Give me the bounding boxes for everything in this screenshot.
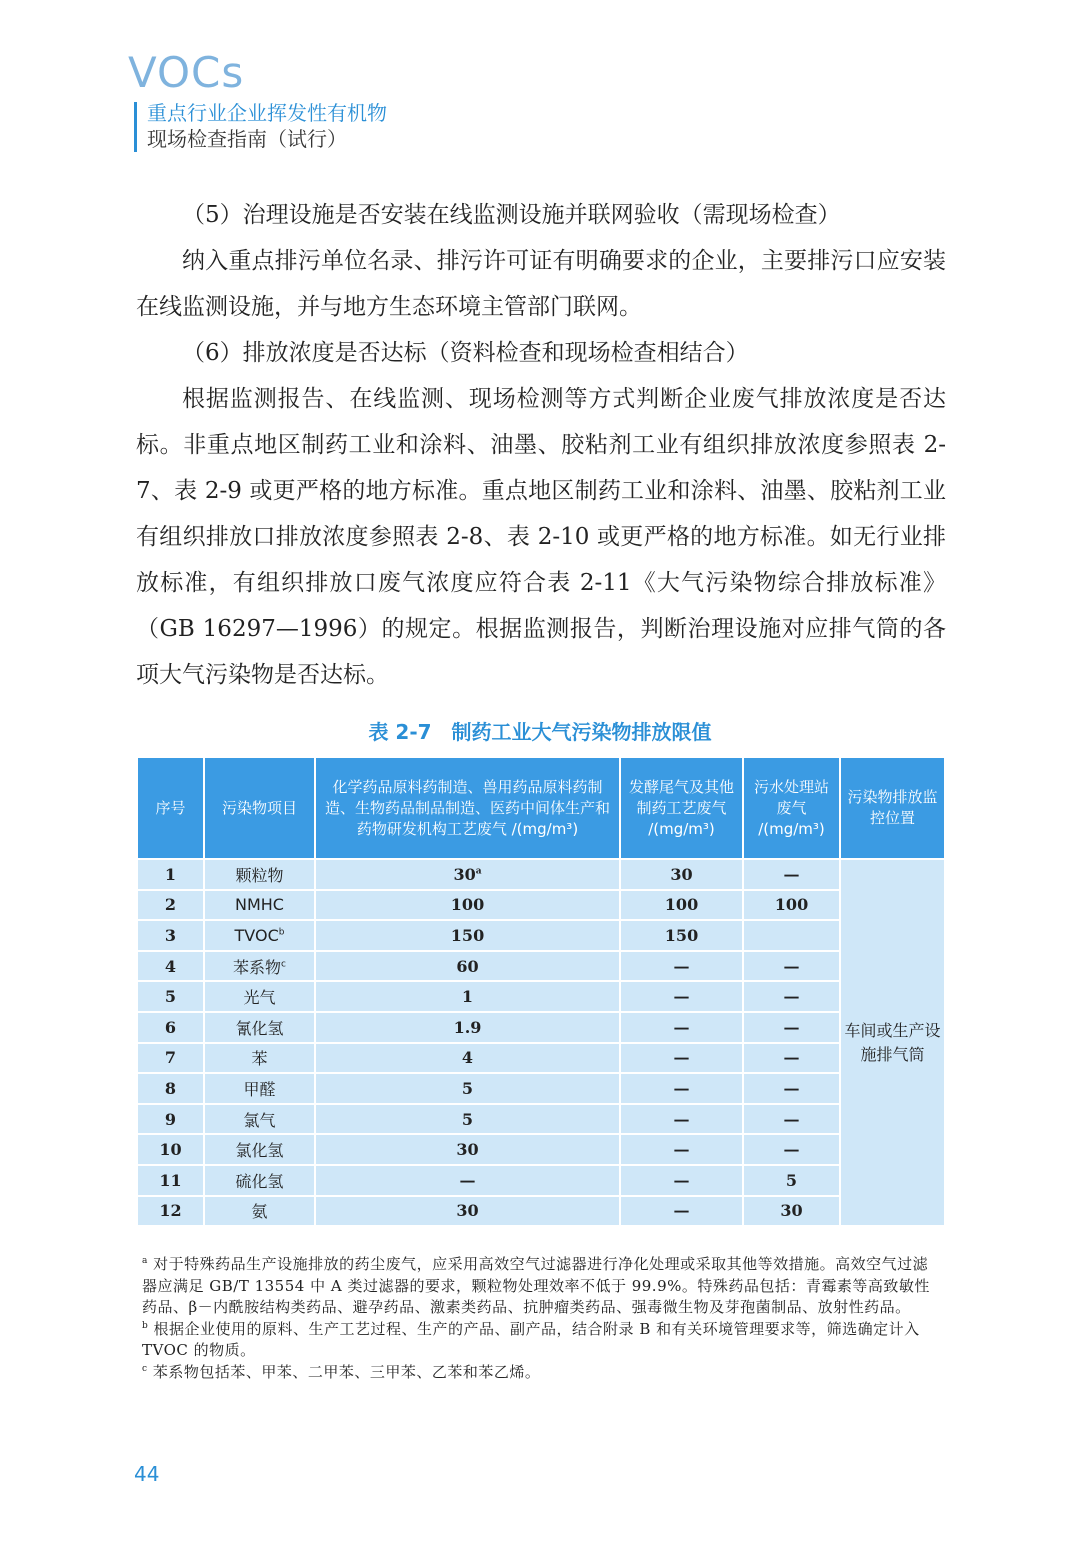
- body-text: [136, 192, 946, 698]
- cell-value-wastewater: [743, 951, 840, 982]
- cell-value-fermentation-text: —: [673, 1017, 690, 1037]
- header-col3: 污水处理站废气 /(mg/m³): [743, 757, 840, 859]
- header-no: 序号: [137, 757, 204, 859]
- cell-pollutant-text: 苯系物: [233, 957, 282, 977]
- cell-pollutant: [204, 1104, 315, 1135]
- cell-value-api-text: 5: [461, 1109, 474, 1129]
- cell-value-api-text: 30: [456, 1201, 479, 1221]
- cell-value-fermentation-text: —: [673, 1048, 690, 1068]
- cell-value-api-text: 30: [453, 864, 476, 884]
- cell-no-text: 5: [164, 987, 177, 1007]
- note-a-mark: a: [142, 1256, 148, 1266]
- cell-pollutant: [204, 951, 315, 982]
- table-row: [137, 890, 945, 921]
- cell-value-wastewater-text: —: [783, 1017, 800, 1037]
- header-item: 污染物项目: [204, 757, 315, 859]
- header-col4: 污染物排放监控位置: [840, 757, 945, 859]
- cell-value-wastewater-text: —: [783, 1048, 800, 1068]
- cell-no: [137, 1104, 204, 1135]
- cell-pollutant: [204, 1165, 315, 1196]
- cell-value-wastewater-text: —: [783, 864, 800, 884]
- cell-no-text: 2: [164, 895, 177, 915]
- cell-value-api: [315, 859, 620, 890]
- cell-value-api-text: 60: [456, 956, 479, 976]
- header-col1: 化学药品原料药制造、兽用药品原料药制造、生物药品制品制造、医药中间体生产和药物研发机构工艺废气 /(mg/m³): [315, 757, 620, 859]
- cell-pollutant-text: NMHC: [235, 895, 284, 915]
- cell-no-text: 4: [164, 956, 177, 976]
- table-row: [137, 859, 945, 890]
- cell-pollutant: [204, 981, 315, 1012]
- cell-value-api: [315, 1134, 620, 1165]
- note-b: [142, 1319, 942, 1362]
- cell-value-wastewater: [743, 859, 840, 890]
- cell-value-wastewater-text: 5: [785, 1170, 798, 1190]
- cell-value-wastewater-text: —: [783, 987, 800, 1007]
- cell-pollutant: [204, 920, 315, 951]
- cell-value-api-footnote-mark: a: [475, 866, 482, 877]
- cell-pollutant-footnote-mark: b: [278, 927, 285, 938]
- cell-no: [137, 951, 204, 982]
- note-a-text: 对于特殊药品生产设施排放的药尘废气，应采用高效空气过滤器进行净化处理或采取其他等效措施。高效空气过滤器应满足 GB/T 13554 中 A 类过滤器的要求，颗粒物处理效率不低于 99.9%。特殊药品包括：青霉素等高致敏性药品、β－内酰胺结构类药品、避孕药品、激素类药品、抗肿瘤类药品、强毒微生物及芽孢菌制品、放射性药品。: [142, 1255, 930, 1316]
- note-c-text: 苯系物包括苯、甲苯、二甲苯、三甲苯、乙苯和苯乙烯。: [152, 1362, 541, 1381]
- table-row: [137, 1134, 945, 1165]
- cell-no-text: 12: [159, 1201, 182, 1221]
- cell-value-wastewater: [743, 920, 840, 951]
- cell-value-api-text: 30: [456, 1140, 479, 1160]
- cell-value-fermentation-text: —: [673, 1109, 690, 1129]
- header-subtitle-2: 现场检查指南（试行）: [147, 127, 347, 151]
- cell-pollutant-text: TVOC: [234, 925, 279, 945]
- cell-no-text: 8: [164, 1078, 177, 1098]
- cell-value-fermentation: [620, 1165, 743, 1196]
- cell-pollutant: [204, 1196, 315, 1227]
- cell-value-fermentation-text: —: [673, 1201, 690, 1221]
- cell-pollutant: [204, 859, 315, 890]
- cell-value-fermentation-text: —: [673, 1170, 690, 1190]
- cell-value-api: [315, 1043, 620, 1074]
- cell-value-fermentation: [620, 1043, 743, 1074]
- cell-value-api: [315, 920, 620, 951]
- table-header-row: [137, 757, 945, 859]
- cell-value-wastewater-text: 100: [774, 895, 809, 915]
- cell-value-wastewater: [743, 1196, 840, 1227]
- table-row: [137, 1104, 945, 1135]
- cell-value-api-text: —: [459, 1170, 476, 1190]
- header-col2: 发酵尾气及其他制药工艺废气 /(mg/m³): [620, 757, 743, 859]
- table-row: [137, 1165, 945, 1196]
- cell-value-fermentation: [620, 1104, 743, 1135]
- cell-value-api-text: 5: [461, 1078, 474, 1098]
- cell-no: [137, 920, 204, 951]
- cell-pollutant-text: 颗粒物: [235, 865, 284, 885]
- cell-value-fermentation: [620, 981, 743, 1012]
- table-row: [137, 1043, 945, 1074]
- cell-value-wastewater: [743, 1104, 840, 1135]
- note-c-mark: c: [142, 1363, 148, 1374]
- cell-value-fermentation-text: 150: [664, 925, 699, 945]
- cell-value-fermentation: [620, 1134, 743, 1165]
- cell-value-api: [315, 1165, 620, 1196]
- cell-value-api: [315, 1104, 620, 1135]
- cell-pollutant-text: 苯: [251, 1049, 268, 1069]
- cell-no: [137, 890, 204, 921]
- note-c: [142, 1362, 942, 1384]
- header-accent-bar: [134, 102, 137, 152]
- paragraph-5-heading: （5）治理设施是否安装在线监测设施并联网验收（需现场检查）: [182, 202, 841, 228]
- cell-no: [137, 1043, 204, 1074]
- cell-pollutant-text: 氨: [251, 1202, 268, 1222]
- table-row: [137, 1012, 945, 1043]
- cell-value-fermentation: [620, 1073, 743, 1104]
- cell-value-wastewater: [743, 1073, 840, 1104]
- cell-pollutant-text: 硫化氢: [235, 1171, 284, 1191]
- cell-value-wastewater-text: —: [783, 1109, 800, 1129]
- cell-no: [137, 1196, 204, 1227]
- cell-value-api: [315, 1073, 620, 1104]
- brand-title: VOCs: [128, 48, 245, 97]
- cell-value-api: [315, 1012, 620, 1043]
- cell-no-text: 3: [164, 925, 177, 945]
- cell-value-fermentation-text: —: [673, 987, 690, 1007]
- cell-no: [137, 859, 204, 890]
- note-b-mark: b: [142, 1320, 149, 1331]
- cell-value-fermentation: [620, 1196, 743, 1227]
- cell-value-fermentation-text: —: [673, 1078, 690, 1098]
- cell-value-wastewater: [743, 1012, 840, 1043]
- cell-value-api-text: 100: [450, 895, 485, 915]
- cell-value-fermentation-text: 100: [664, 895, 699, 915]
- cell-pollutant: [204, 1073, 315, 1104]
- cell-value-wastewater-text: —: [783, 956, 800, 976]
- table-notes: [142, 1254, 942, 1383]
- emission-limits-table: [136, 756, 946, 1227]
- cell-value-fermentation: [620, 890, 743, 921]
- cell-value-api-text: 150: [450, 925, 485, 945]
- cell-no: [137, 1165, 204, 1196]
- cell-value-api: [315, 1196, 620, 1227]
- paragraph-6-body: 根据监测报告、在线监测、现场检测等方式判断企业废气排放浓度是否达标。非重点地区制药工业和涂料、油墨、胶粘剂工业有组织排放浓度参照表 2-7、表 2-9 或更严格的地方标准。重点地区制药工业和涂料、油墨、胶粘剂工业有组织排放口排放浓度参照表 2-8、表 2-10 或更严格的地方标准。如无行业排放标准，有组织排放口废气浓度应符合表 2-11《大气污染物综合排放标准》（GB 16297—1996）的规定。根据监测报告，判断治理设施对应排气筒的各项大气污染物是否达标。: [136, 386, 946, 688]
- cell-value-fermentation-text: —: [673, 956, 690, 976]
- cell-no-text: 9: [164, 1109, 177, 1129]
- table-row: [137, 920, 945, 951]
- cell-value-wastewater-text: 30: [780, 1201, 803, 1221]
- cell-value-wastewater: [743, 890, 840, 921]
- table-row: [137, 1073, 945, 1104]
- cell-value-fermentation: [620, 920, 743, 951]
- cell-value-wastewater-text: —: [783, 1078, 800, 1098]
- table-row: [137, 981, 945, 1012]
- cell-no-text: 6: [164, 1017, 177, 1037]
- cell-no-text: 1: [164, 864, 177, 884]
- cell-no-text: 10: [159, 1140, 182, 1160]
- cell-pollutant-text: 甲醛: [243, 1079, 276, 1099]
- cell-value-wastewater: [743, 1134, 840, 1165]
- note-a: [142, 1254, 942, 1319]
- cell-pollutant: [204, 890, 315, 921]
- cell-no: [137, 981, 204, 1012]
- page-number: 44: [134, 1462, 160, 1486]
- cell-pollutant-text: 氰化氢: [235, 1018, 284, 1038]
- cell-pollutant: [204, 1134, 315, 1165]
- cell-pollutant: [204, 1012, 315, 1043]
- header: [128, 50, 244, 96]
- paragraph-5-body: 纳入重点排污单位名录、排污许可证有明确要求的企业，主要排污口应安装在线监测设施，并与地方生态环境主管部门联网。: [136, 248, 946, 320]
- cell-value-api-text: 4: [461, 1048, 474, 1068]
- cell-value-fermentation-text: 30: [670, 864, 693, 884]
- cell-value-wastewater: [743, 1043, 840, 1074]
- paragraph-6-heading: （6）排放浓度是否达标（资料检查和现场检查相结合）: [182, 340, 749, 366]
- cell-no: [137, 1134, 204, 1165]
- cell-pollutant-text: 光气: [243, 988, 276, 1008]
- cell-no-text: 11: [159, 1170, 182, 1190]
- cell-no: [137, 1073, 204, 1104]
- cell-value-api: [315, 890, 620, 921]
- cell-value-api-text: 1.9: [453, 1017, 482, 1037]
- table-row: [137, 1196, 945, 1227]
- table-row: [137, 951, 945, 982]
- cell-value-fermentation: [620, 859, 743, 890]
- cell-value-fermentation: [620, 1012, 743, 1043]
- cell-value-api: [315, 951, 620, 982]
- table-caption: 表 2-7 制药工业大气污染物排放限值: [368, 720, 712, 744]
- cell-no-text: 7: [164, 1048, 177, 1068]
- cell-monitoring-location: 车间或生产设施排气筒: [840, 859, 945, 1226]
- cell-pollutant: [204, 1043, 315, 1074]
- cell-pollutant-text: 氯化氢: [235, 1141, 284, 1161]
- cell-value-wastewater-text: —: [783, 1140, 800, 1160]
- cell-value-fermentation-text: —: [673, 1140, 690, 1160]
- cell-value-fermentation: [620, 951, 743, 982]
- cell-no: [137, 1012, 204, 1043]
- cell-pollutant-footnote-mark: c: [281, 959, 286, 970]
- note-b-text: 根据企业使用的原料、生产工艺过程、生产的产品、副产品，结合附录 B 和有关环境管理要求等，筛选确定计入 TVOC 的物质。: [142, 1319, 920, 1359]
- cell-pollutant-text: 氯气: [243, 1110, 276, 1130]
- cell-value-wastewater: [743, 981, 840, 1012]
- header-subtitle-1: 重点行业企业挥发性有机物: [147, 101, 387, 125]
- cell-value-api-text: 1: [461, 987, 474, 1007]
- cell-value-wastewater: [743, 1165, 840, 1196]
- cell-value-api: [315, 981, 620, 1012]
